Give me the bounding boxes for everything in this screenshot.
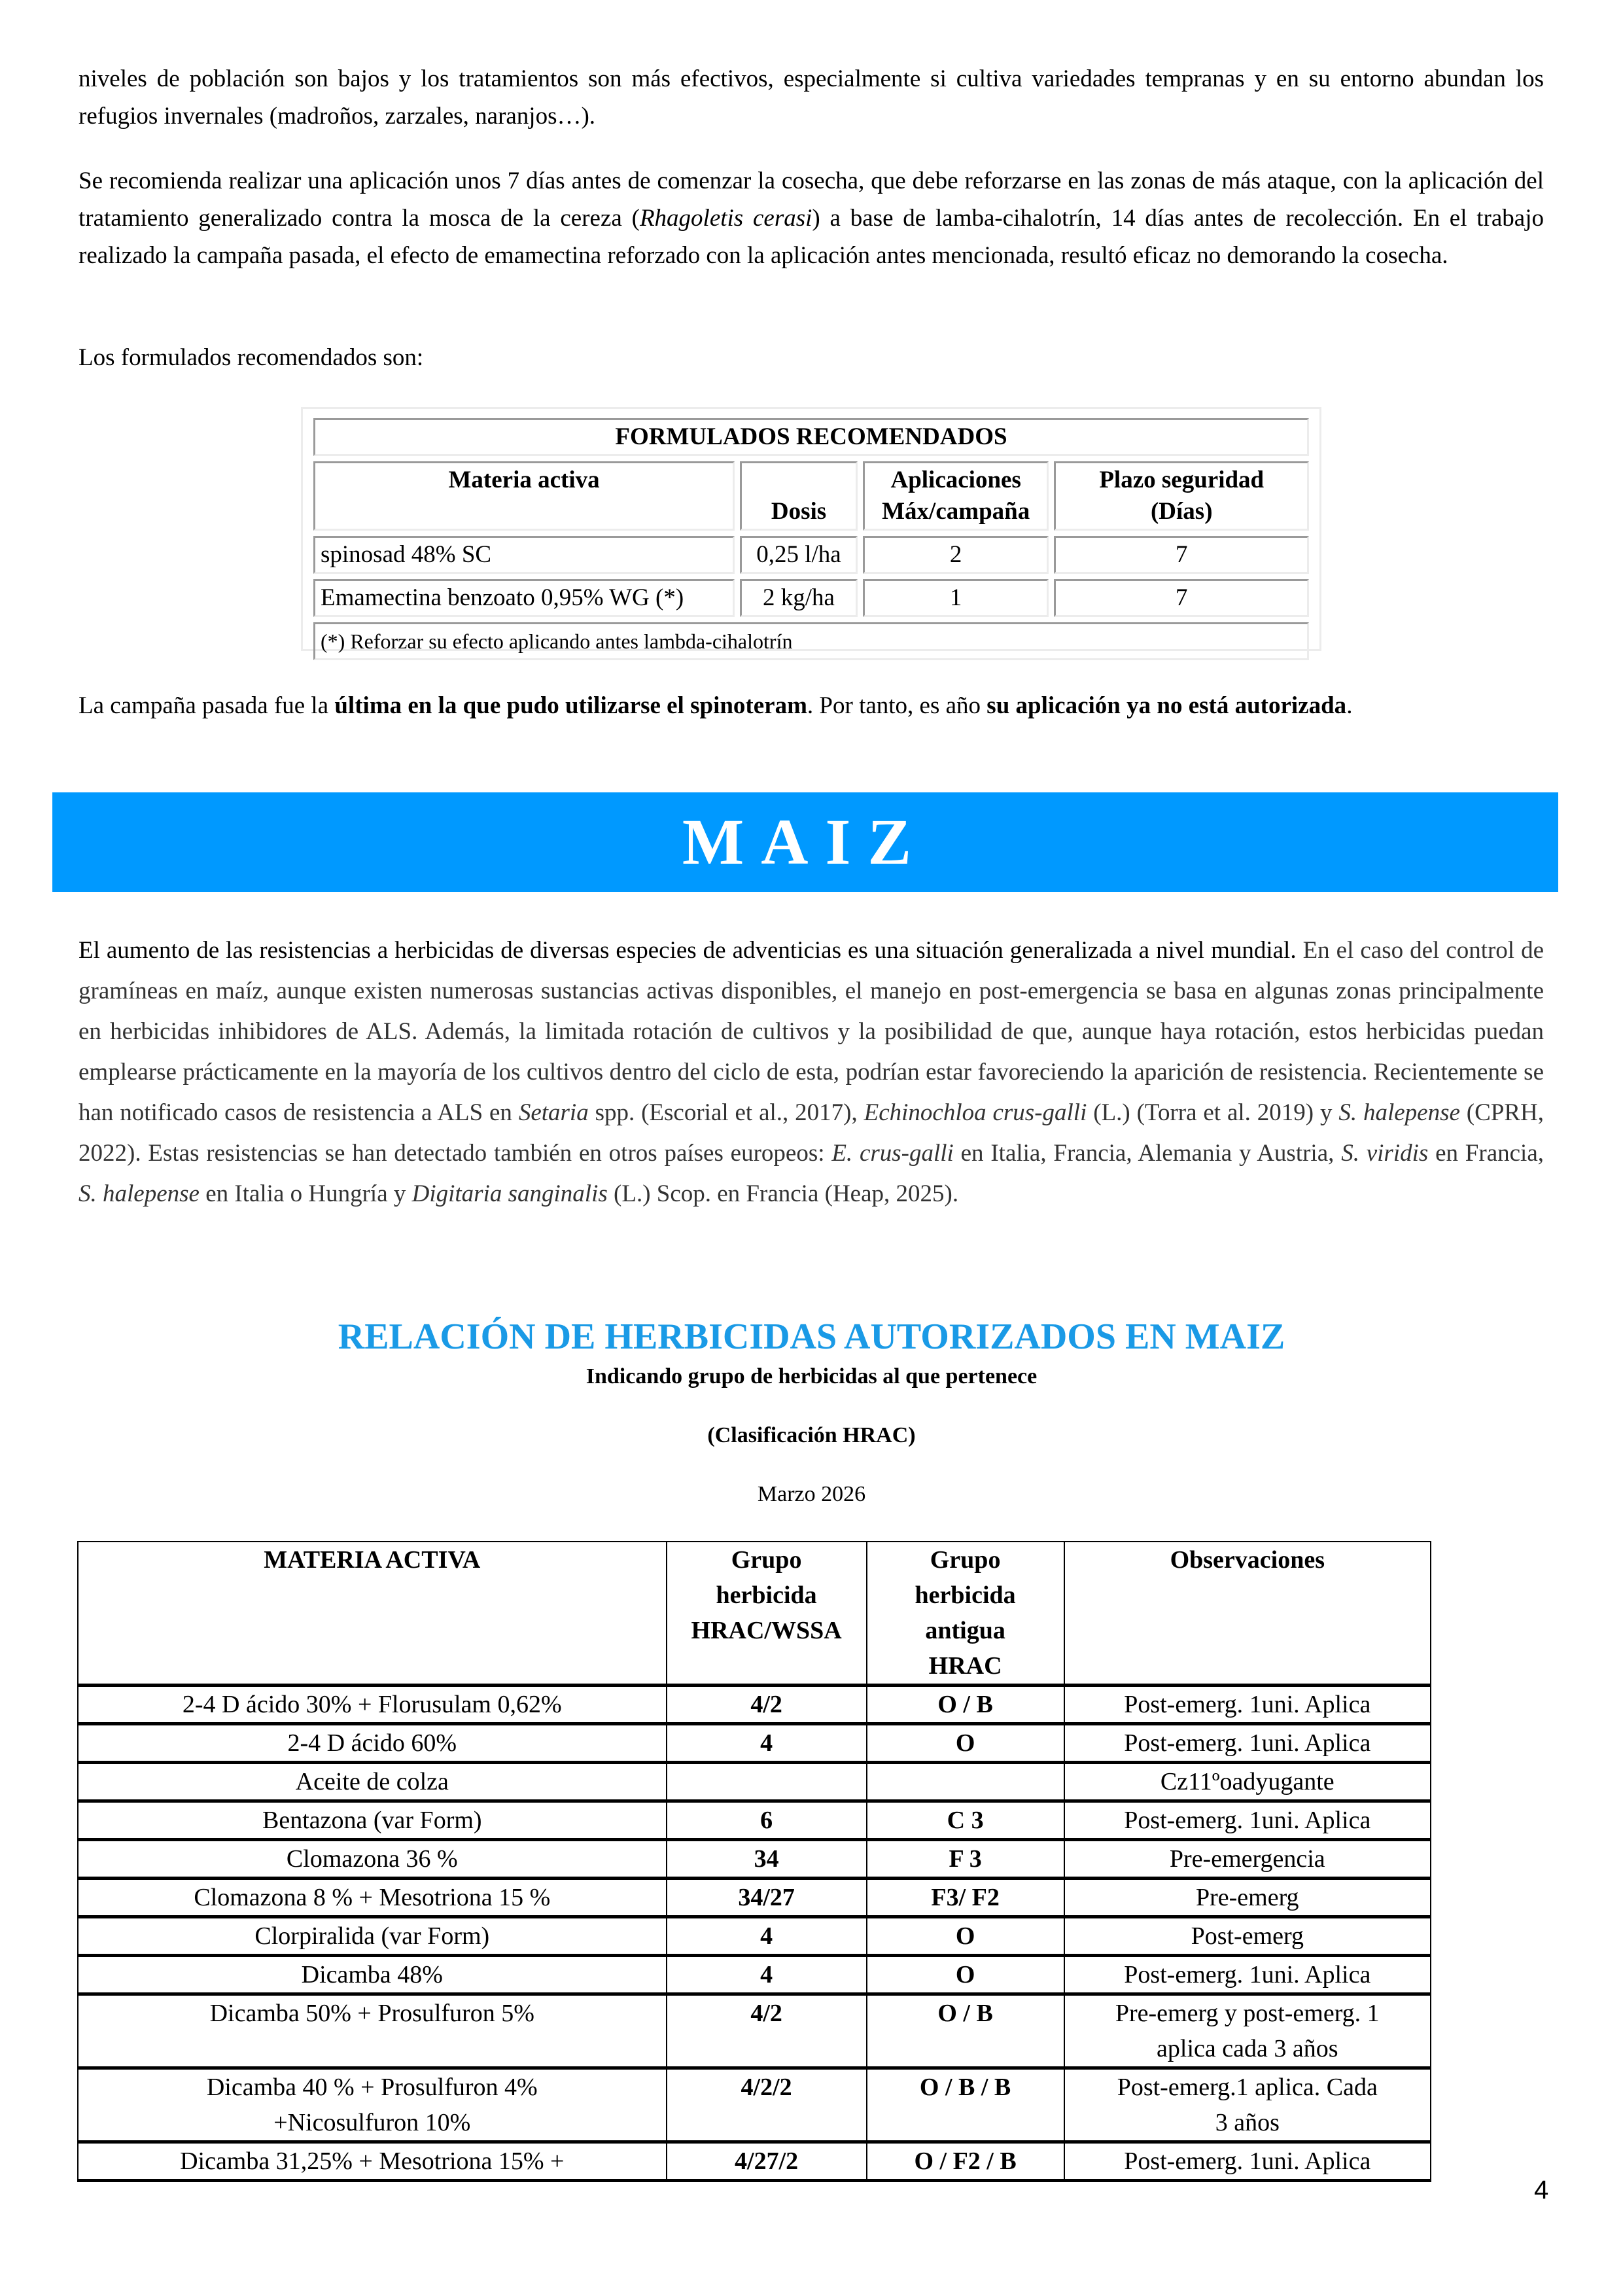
cell-hrac: 6: [667, 1801, 867, 1840]
page-number: 4: [1534, 2176, 1549, 2204]
cell-hrac: 4/2/2: [667, 2068, 867, 2142]
cell-hrac: 34: [667, 1840, 867, 1879]
header-grupo-hrac-wssa: Grupo herbicida HRAC/WSSA: [667, 1542, 867, 1686]
species-name: Rhagoletis cerasi: [639, 205, 812, 232]
cell-antigua: O: [867, 1956, 1064, 1994]
table-row: [78, 1994, 1431, 2068]
cell-antigua: [867, 1763, 1064, 1801]
cell-hrac: 34/27: [667, 1879, 867, 1917]
cell-observaciones: Pre-emergencia: [1064, 1840, 1431, 1879]
cell-observaciones: Post-emerg. 1uni. Aplica: [1064, 1686, 1431, 1724]
formulados-table-title: FORMULADOS RECOMENDADOS: [313, 418, 1309, 456]
cell-observaciones: Post-emerg. 1uni. Aplica: [1064, 1801, 1431, 1840]
intro-paragraph-3: Los formulados recomendados son:: [79, 344, 424, 371]
cell-materia: Aceite de colza: [78, 1763, 667, 1801]
table-row: [78, 1879, 1431, 1917]
cell-antigua: O: [867, 1724, 1064, 1763]
herbicidas-date: Marzo 2026: [757, 1482, 866, 1506]
cell-plazo: 7: [1054, 536, 1309, 574]
table-row: [313, 536, 1309, 574]
herbicidas-table: [77, 1541, 1431, 2182]
cell-antigua: O / B: [867, 1686, 1064, 1724]
cell-antigua: O / B / B: [867, 2068, 1064, 2142]
cell-hrac: 4/27/2: [667, 2142, 867, 2181]
header-plazo: Plazo seguridad (Días): [1054, 461, 1309, 531]
cell-materia: 2-4 D ácido 30% + Florusulam 0,62%: [78, 1686, 667, 1724]
cell-materia: Dicamba 31,25% + Mesotriona 15% +: [78, 2142, 667, 2181]
cell-observaciones: Pre-emerg y post-emerg. 1 aplica cada 3 años: [1064, 1994, 1431, 2068]
cell-observaciones: Cz11ºoadyugante: [1064, 1763, 1431, 1801]
table-row: [78, 2068, 1431, 2142]
header-grupo-antigua-hrac: Grupo herbicida antigua HRAC: [867, 1542, 1064, 1686]
table-row: [78, 1917, 1431, 1956]
cell-antigua: O / F2 / B: [867, 2142, 1064, 2181]
cell-hrac: 4: [667, 1956, 867, 1994]
cell-materia: Emamectina benzoato 0,95% WG (*): [313, 579, 735, 617]
header-dosis: Dosis: [740, 461, 858, 531]
cell-materia: Clomazona 36 %: [78, 1840, 667, 1879]
table-row: [78, 1724, 1431, 1763]
cell-dosis: 0,25 l/ha: [740, 536, 858, 574]
header-aplicaciones: Aplicaciones Máx/campaña: [863, 461, 1049, 531]
cell-materia: Bentazona (var Form): [78, 1801, 667, 1840]
formulados-table-container: [301, 407, 1321, 651]
cell-observaciones: Post-emerg. 1uni. Aplica: [1064, 1724, 1431, 1763]
cell-hrac: 4/2: [667, 1686, 867, 1724]
cell-antigua: C 3: [867, 1801, 1064, 1840]
section-banner-maiz: MAIZ: [52, 792, 1558, 892]
cell-observaciones: Post-emerg. 1uni. Aplica: [1064, 2142, 1431, 2181]
cell-observaciones: Post-emerg. 1uni. Aplica: [1064, 1956, 1431, 1994]
intro-paragraph-1: niveles de población son bajos y los tratamientos son más efectivos, especialmente si cultiva variedades tempranas y en su entorno abundan los refugios invernales (madroños, zarzales, naranjos…).: [79, 65, 1544, 130]
cell-materia: 2-4 D ácido 60%: [78, 1724, 667, 1763]
spinoteram-paragraph: La campaña pasada fue la última en la que pudo utilizarse el spinoteram. Por tanto, es año su aplicación ya no está autorizada.: [79, 692, 1353, 719]
cell-antigua: O / B: [867, 1994, 1064, 2068]
cell-hrac: 4/2: [667, 1994, 867, 2068]
cell-observaciones: Post-emerg: [1064, 1917, 1431, 1956]
herbicidas-table-body: [78, 1686, 1431, 2181]
cell-dosis: 2 kg/ha: [740, 579, 858, 617]
cell-hrac: 4: [667, 1724, 867, 1763]
herbicidas-title: RELACIÓN DE HERBICIDAS AUTORIZADOS EN MAIZ: [338, 1316, 1285, 1357]
cell-plazo: 7: [1054, 579, 1309, 617]
cell-materia: Dicamba 40 % + Prosulfuron 4% +Nicosulfuron 10%: [78, 2068, 667, 2142]
cell-antigua: O: [867, 1917, 1064, 1956]
cell-materia: Dicamba 50% + Prosulfuron 5%: [78, 1994, 667, 2068]
cell-materia: Clorpiralida (var Form): [78, 1917, 667, 1956]
cell-materia: spinosad 48% SC: [313, 536, 735, 574]
cell-hrac: 4: [667, 1917, 867, 1956]
table-row: [313, 579, 1309, 617]
cell-materia: Clomazona 8 % + Mesotriona 15 %: [78, 1879, 667, 1917]
table-row: [78, 1840, 1431, 1879]
herbicidas-classification: (Clasificación HRAC): [707, 1423, 916, 1447]
cell-aplicaciones: 1: [863, 579, 1049, 617]
cell-antigua: F 3: [867, 1840, 1064, 1879]
table-row: [78, 2142, 1431, 2181]
maiz-paragraph: El aumento de las resistencias a herbicidas de diversas especies de adventicias es una situación generalizada a nivel mundial. En el caso del control de gramíneas en maíz, aunque existen numerosas sustancias activas disponibles, el manejo en post-emergencia se basa en algunas zonas principalmente en herbicidas inhibidores de ALS. Además, la limitada rotación de cultivos y la posibilidad de que, aunque haya rotación, estos herbicidas puedan emplearse prácticamente en la mayoría de los cultivos dentro del ciclo de esta, podrían estar favoreciendo la aparición de resistencia. Recientemente se han notificado casos de resistencia a ALS en Setaria spp. (Escorial et al., 2017), Echinochloa crus-galli (L.) (Torra et al. 2019) y S. halepense (CPRH, 2022). Estas resistencias se han detectado también en otros países europeos: E. crus-galli en Italia, Francia, Alemania y Austria, S. viridis en Francia, S. halepense en Italia o Hungría y Digitaria sanginalis (L.) Scop. en Francia (Heap, 2025).: [79, 937, 1544, 1207]
intro-paragraph-2: Se recomienda realizar una aplicación unos 7 días antes de comenzar la cosecha, que debe reforzarse en las zonas de más ataque, con la aplicación del tratamiento generalizado contra la mosca de la cereza (Rhagoletis cerasi) a base de lamba-cihalotrín, 14 días antes de recolección. En el trabajo realizado la campaña pasada, el efecto de emamectina reforzado con la aplicación antes mencionada, resultó eficaz no demorando la cosecha.: [79, 168, 1544, 269]
table-row: [78, 1686, 1431, 1724]
header-materia-activa: MATERIA ACTIVA: [78, 1542, 667, 1686]
formulados-table: [308, 413, 1314, 665]
herbicidas-subtitle: Indicando grupo de herbicidas al que pertenece: [585, 1364, 1038, 1388]
cell-aplicaciones: 2: [863, 536, 1049, 574]
table-row: [78, 1763, 1431, 1801]
formulados-table-note: (*) Reforzar su efecto aplicando antes lambda-cihalotrín: [313, 622, 1309, 660]
cell-materia: Dicamba 48%: [78, 1956, 667, 1994]
cell-hrac: [667, 1763, 867, 1801]
cell-antigua: F3/ F2: [867, 1879, 1064, 1917]
table-row: [78, 1956, 1431, 1994]
cell-observaciones: Post-emerg.1 aplica. Cada 3 años: [1064, 2068, 1431, 2142]
header-observaciones: Observaciones: [1064, 1542, 1431, 1686]
table-row: [78, 1801, 1431, 1840]
cell-observaciones: Pre-emerg: [1064, 1879, 1431, 1917]
header-materia: Materia activa: [313, 461, 735, 531]
